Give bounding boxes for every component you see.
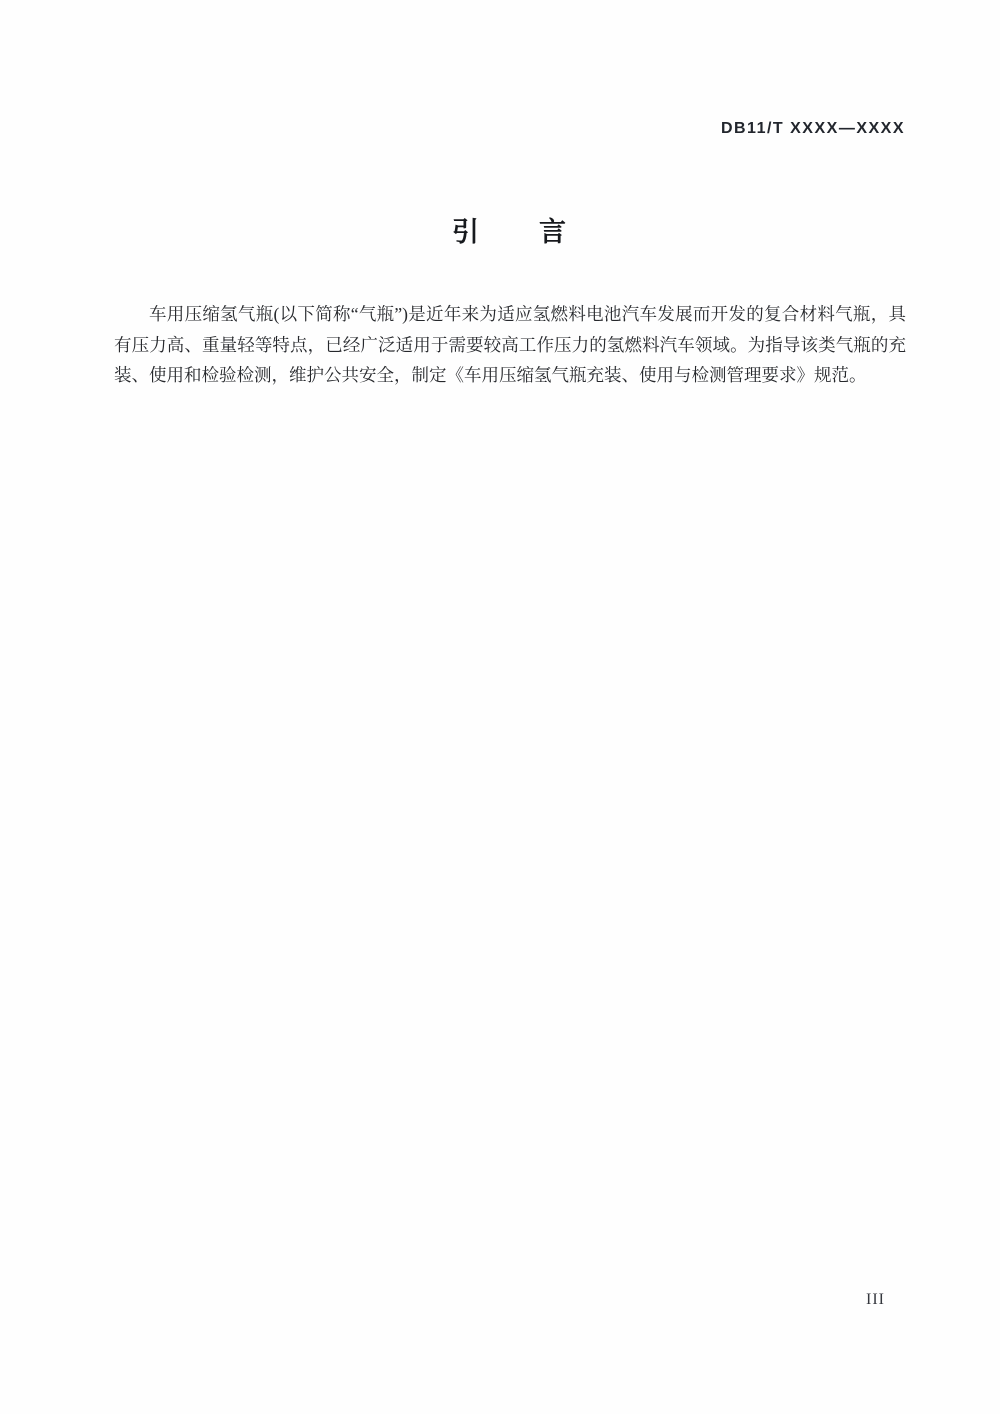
page-number: III — [866, 1291, 885, 1308]
page-title: 引 言 — [452, 217, 568, 247]
document-number: DB11/T XXXX—XXXX — [720, 120, 905, 137]
introduction-paragraph: 车用压缩氢气瓶(以下简称“气瓶”)是近年来为适应氢燃料电池汽车发展而开发的复合材料气瓶，具有压力高、重量轻等特点，已经广泛适用于需要较高工作压力的氢燃料汽车领域。为指导该类气瓶的充装、使用和检验检测，维护公共安全，制定《车用压缩氢气瓶充装、使用与检测管理要求》规范。 — [114, 304, 906, 385]
